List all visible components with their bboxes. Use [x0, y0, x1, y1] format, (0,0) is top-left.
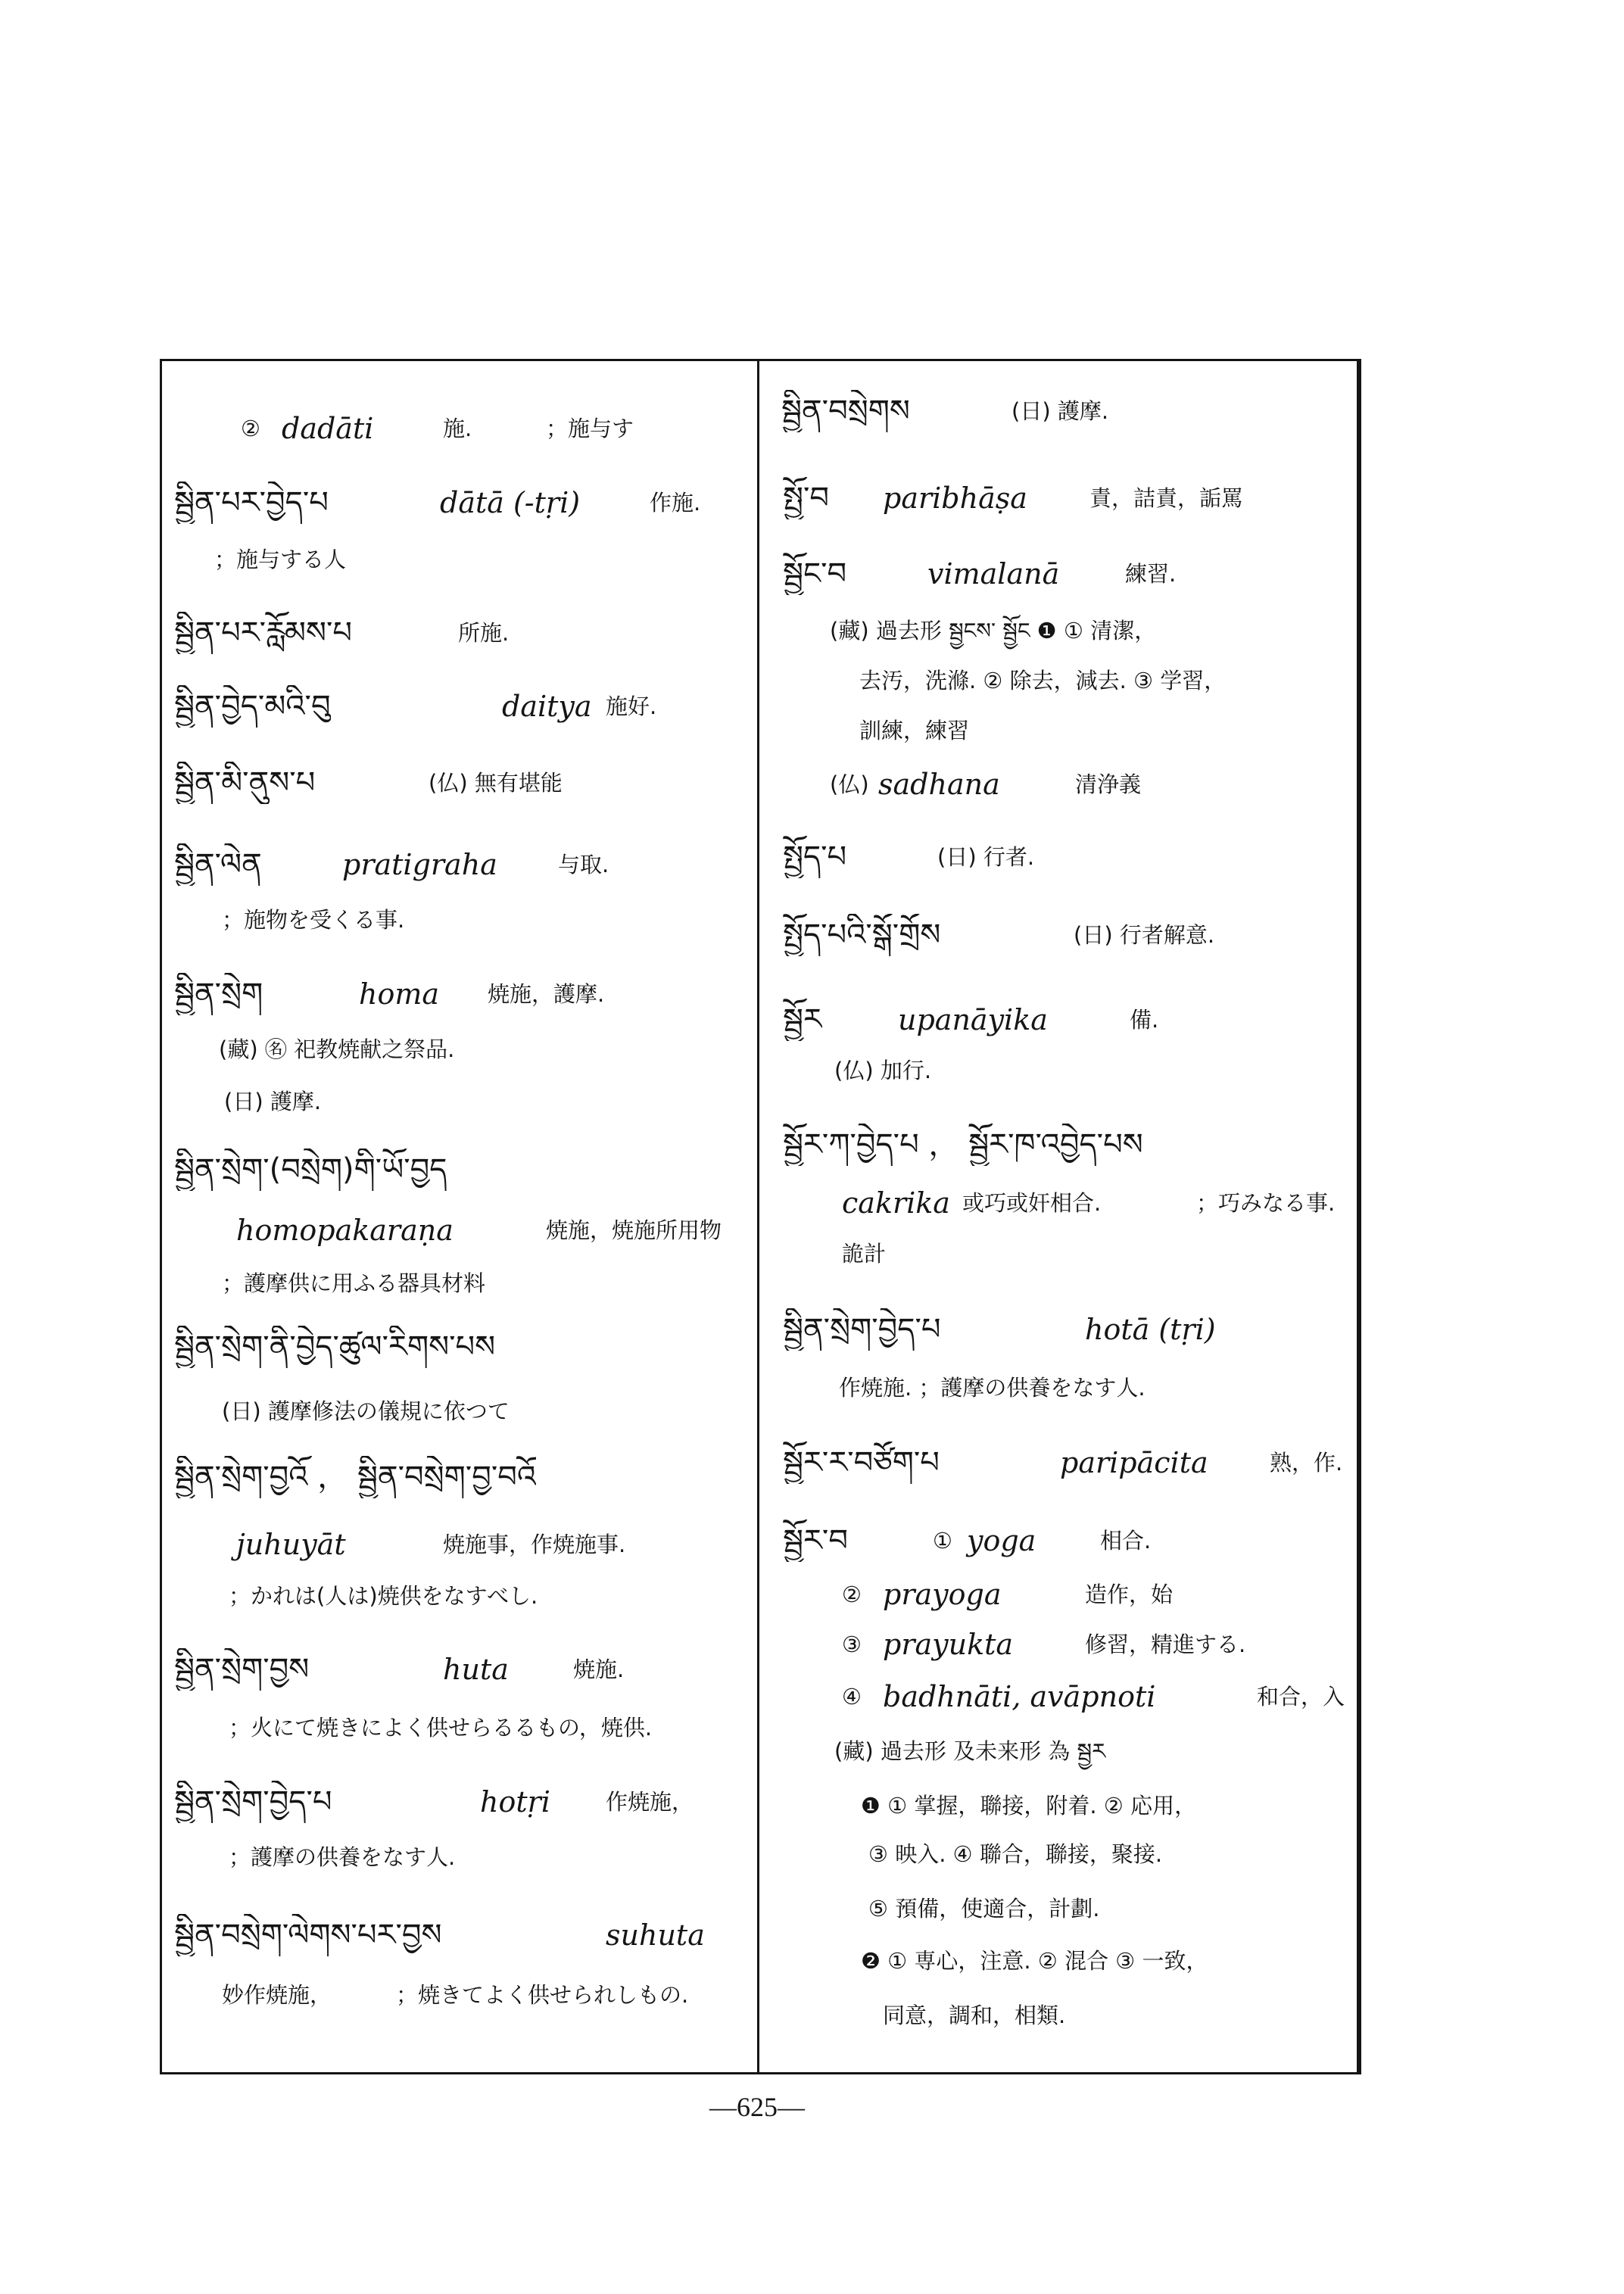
sense-line	[0, 1675, 1624, 1718]
japanese-note: ；護摩供に用ふる器具材料	[222, 1270, 486, 1296]
entry-line	[0, 999, 1624, 1041]
japanese-note: ；巧みなる事.	[1196, 1190, 1336, 1216]
entry-line	[0, 553, 1624, 595]
tibetan-headword: སྦྱོར་བ	[783, 1523, 848, 1558]
entry-line	[0, 390, 1624, 432]
note-line	[0, 1940, 1624, 1982]
note-line	[0, 1233, 1624, 1275]
tibetan-chinese-note: ❶ ① 掌握，聯接，附着. ② 応用，	[861, 1793, 1197, 1819]
note-line	[0, 1367, 1624, 1409]
tibetan-chinese-note: ③ 映入. ④ 聯合，聯接，聚接.	[868, 1841, 1163, 1867]
gloss: 清浄義	[1075, 771, 1142, 797]
gloss: 備.	[1130, 1007, 1159, 1033]
sense-number: ②	[842, 1582, 862, 1607]
japanese-note: ；施与する人	[214, 547, 347, 572]
tibetan-headword: སྦྱིན་སྲེག་ནི་བྱེད་ཚུལ་རིགས་པས	[174, 1329, 496, 1364]
tibetan-headword: སྦྱིན་སྲེག་བྱེད་པ	[783, 1312, 941, 1347]
gloss: (仏) 無有堪能	[429, 770, 563, 796]
sanskrit-term: dātā (-tṛi)	[440, 486, 581, 519]
sense-line	[0, 1573, 1624, 1616]
entry-line	[0, 1442, 1624, 1484]
sanskrit-term: hotā (tṛi)	[1085, 1313, 1216, 1346]
japanese-note: ；焼きてよく供せられしもの.	[396, 1982, 689, 2008]
sanskrit-term: paribhāṣa	[883, 482, 1027, 515]
sanskrit-term: cakrika	[842, 1186, 950, 1220]
sense-number: ③	[842, 1632, 862, 1657]
tibetan-chinese-note: 同意，調和，相類.	[883, 2003, 1066, 2028]
gloss: 和合，入	[1257, 1684, 1345, 1710]
entry-line	[0, 914, 1624, 956]
tibetan-headword: སྦྱིན་མི་ནུས་པ	[174, 765, 316, 800]
note-line	[0, 1833, 1624, 1875]
note-line	[0, 1730, 1624, 1772]
sanskrit-term: upanāyika	[898, 1003, 1048, 1036]
buddhist-note: (仏) 加行.	[834, 1058, 932, 1083]
japanese-note: ；施与す	[546, 416, 634, 441]
gloss: 焼施.	[573, 1657, 625, 1682]
tibetan-chinese-note: ⑤ 預備，使適合，計劃.	[868, 1896, 1100, 1922]
tibetan-headword: སྦྱིན་བསྲེགས	[781, 394, 910, 429]
japanese-note: ；かれは(人は)焼供をなすべし.	[229, 1583, 538, 1609]
tibetan-headword: སྦྱིན་པར་བྱེད་པ	[174, 485, 329, 520]
gloss: 施.	[443, 416, 472, 441]
note-line	[0, 609, 1624, 652]
japanese-note: ；施物を受くる事.	[222, 907, 405, 933]
gloss: (日) 行者.	[937, 844, 1035, 870]
tibetan-headword: སྦྱིན་སྲེག་བྱས	[174, 1652, 310, 1687]
entry-line	[0, 1308, 1624, 1351]
tibetan-chinese-note: (藏) ㊔ 祀教焼献之祭品.	[219, 1036, 455, 1062]
sanskrit-term: suhuta	[606, 1918, 705, 1952]
japanese-note: (日) 護摩修法の儀規に依つて	[222, 1398, 510, 1424]
gloss: 或巧或奸相合.	[962, 1190, 1102, 1216]
tibetan-headword: སྦྱོར	[783, 1002, 822, 1037]
sanskrit-term: prayoga	[883, 1578, 1002, 1611]
sanskrit-term: dadāti	[282, 412, 374, 445]
sanskrit-term: prayukta	[883, 1628, 1014, 1661]
note-line	[0, 1049, 1624, 1092]
buddhist-sense-line	[0, 763, 1624, 806]
gloss: 修習，精進する.	[1085, 1632, 1246, 1657]
tibetan-headword: སྦྱོར་ར་བཙོག་པ	[783, 1445, 940, 1480]
gloss: 施好.	[606, 693, 657, 719]
note-line	[0, 1887, 1624, 1930]
tibetan-headword: སྦྱིན་སྲེག	[174, 977, 263, 1011]
tibetan-headword: སྦྱིན་སྲེག་(བསྲེག)གི་ཡོ་བྱད	[174, 1152, 447, 1187]
sanskrit-term: hotṛi	[480, 1785, 550, 1819]
gloss: 所施.	[458, 620, 510, 646]
tibetan-chinese-note: ❷ ① 専心，注意. ② 混合 ③ 一致，	[861, 1948, 1208, 1974]
tibetan-headword: སྦྱིན་ལེན	[174, 847, 262, 882]
sense-line	[0, 1623, 1624, 1666]
tibetan-headword: སྤྱོ་བ	[783, 481, 830, 516]
gloss: 練習.	[1125, 561, 1177, 587]
tibetan-chinese-note: (藏) 過去形 及未来形 為 སྦྱར	[834, 1738, 1106, 1764]
tibetan-headword: སྦྱོར་ཀ་བྱེད་པ ， སྦྱོར་ཁ་འབྱེད་པས	[783, 1127, 1143, 1162]
gloss: (日) 行者解意.	[1074, 922, 1215, 948]
sanskrit-term: badhnāti, avāpnoti	[883, 1680, 1156, 1713]
sanskrit-term: pratigraha	[342, 848, 497, 881]
tibetan-headword: སྤྱོད་པའི་སྒོ་གྲོས	[783, 918, 941, 952]
tibetan-headword: སྦྱིན་བསྲེག་ལེགས་པར་བྱས	[174, 1918, 442, 1953]
sanskrit-term: juhuyāt	[236, 1528, 346, 1561]
gloss: 責，詰責，詬罵	[1089, 485, 1244, 511]
gloss: 作焼施，	[606, 1789, 694, 1815]
buddhist-label: (仏)	[830, 771, 869, 797]
note-line	[0, 1994, 1624, 2037]
sanskrit-term: homa	[359, 977, 440, 1011]
note-line	[0, 659, 1624, 702]
gloss: 妙作焼施，	[222, 1982, 332, 2008]
entry-line	[0, 836, 1624, 878]
tibetan-headword: སྦྱིན་སྲེག་བྱེད་པ	[174, 1784, 332, 1819]
gloss: (日) 護摩.	[1011, 398, 1109, 424]
japanese-note: (日) 護摩.	[224, 1089, 322, 1114]
japanese-note: 作焼施. ；護摩の供養をなす人.	[839, 1375, 1146, 1401]
gloss: 焼施，焼施所用物	[546, 1217, 722, 1243]
sanskrit-term: vimalanā	[927, 557, 1060, 591]
tibetan-headword: སྤྱོད་པ	[783, 840, 847, 874]
gloss: 焼施事，作焼施事.	[443, 1532, 626, 1557]
japanese-note: ；護摩の供養をなす人.	[229, 1844, 456, 1870]
entry-line	[0, 1124, 1624, 1166]
tibetan-headword: སྦྱིན་སྲེག་བྱའོ ， སྦྱིན་བསྲེག་བྱ་བའོ	[174, 1460, 537, 1495]
gloss: 造作，始	[1085, 1582, 1174, 1607]
sanskrit-term: homopakaraṇa	[236, 1214, 454, 1247]
gloss: 焼施，護摩.	[488, 981, 605, 1007]
gloss: 与取.	[558, 852, 609, 877]
sense-number: ④	[842, 1684, 862, 1710]
japanese-note: ；火にて焼きによく供せらるるもの，焼供.	[229, 1715, 653, 1741]
tibetan-chinese-note: 訓練，練習	[859, 718, 970, 743]
sanskrit-term: daitya	[502, 690, 592, 723]
tibetan-headword: སྦྱིན་པར་རློམས་པ	[174, 616, 353, 650]
tibetan-headword: སྦྱིན་བྱེད་མའི་བུ	[174, 689, 331, 724]
gloss: 相合.	[1100, 1528, 1152, 1554]
entry-line	[0, 1519, 1624, 1562]
japanese-note: 詭計	[842, 1241, 887, 1267]
gloss: 作施.	[650, 490, 701, 516]
tibetan-headword: སྦྱོང་བ	[783, 556, 847, 591]
gloss: 熟，作.	[1270, 1450, 1343, 1476]
sanskrit-term: huta	[443, 1653, 509, 1686]
sanskrit-term: yoga	[967, 1524, 1036, 1557]
entry-line	[0, 477, 1624, 519]
page-number: —625—	[709, 2092, 805, 2122]
sense-number: ②	[241, 416, 260, 441]
tibetan-chinese-note: (藏) 過去形 སྦྱངས་ སྦྱོང ❶ ① 清潔，	[830, 618, 1157, 644]
sanskrit-line	[0, 1182, 1624, 1224]
sense-number: ①	[933, 1528, 952, 1554]
note-line	[0, 1784, 1624, 1827]
tibetan-chinese-note: 去汚，洗滌. ② 除去，減去. ③ 学習，	[859, 668, 1227, 693]
sanskrit-term: paripācita	[1060, 1446, 1208, 1479]
note-line	[0, 709, 1624, 752]
sanskrit-term: sadhana	[878, 768, 1000, 801]
